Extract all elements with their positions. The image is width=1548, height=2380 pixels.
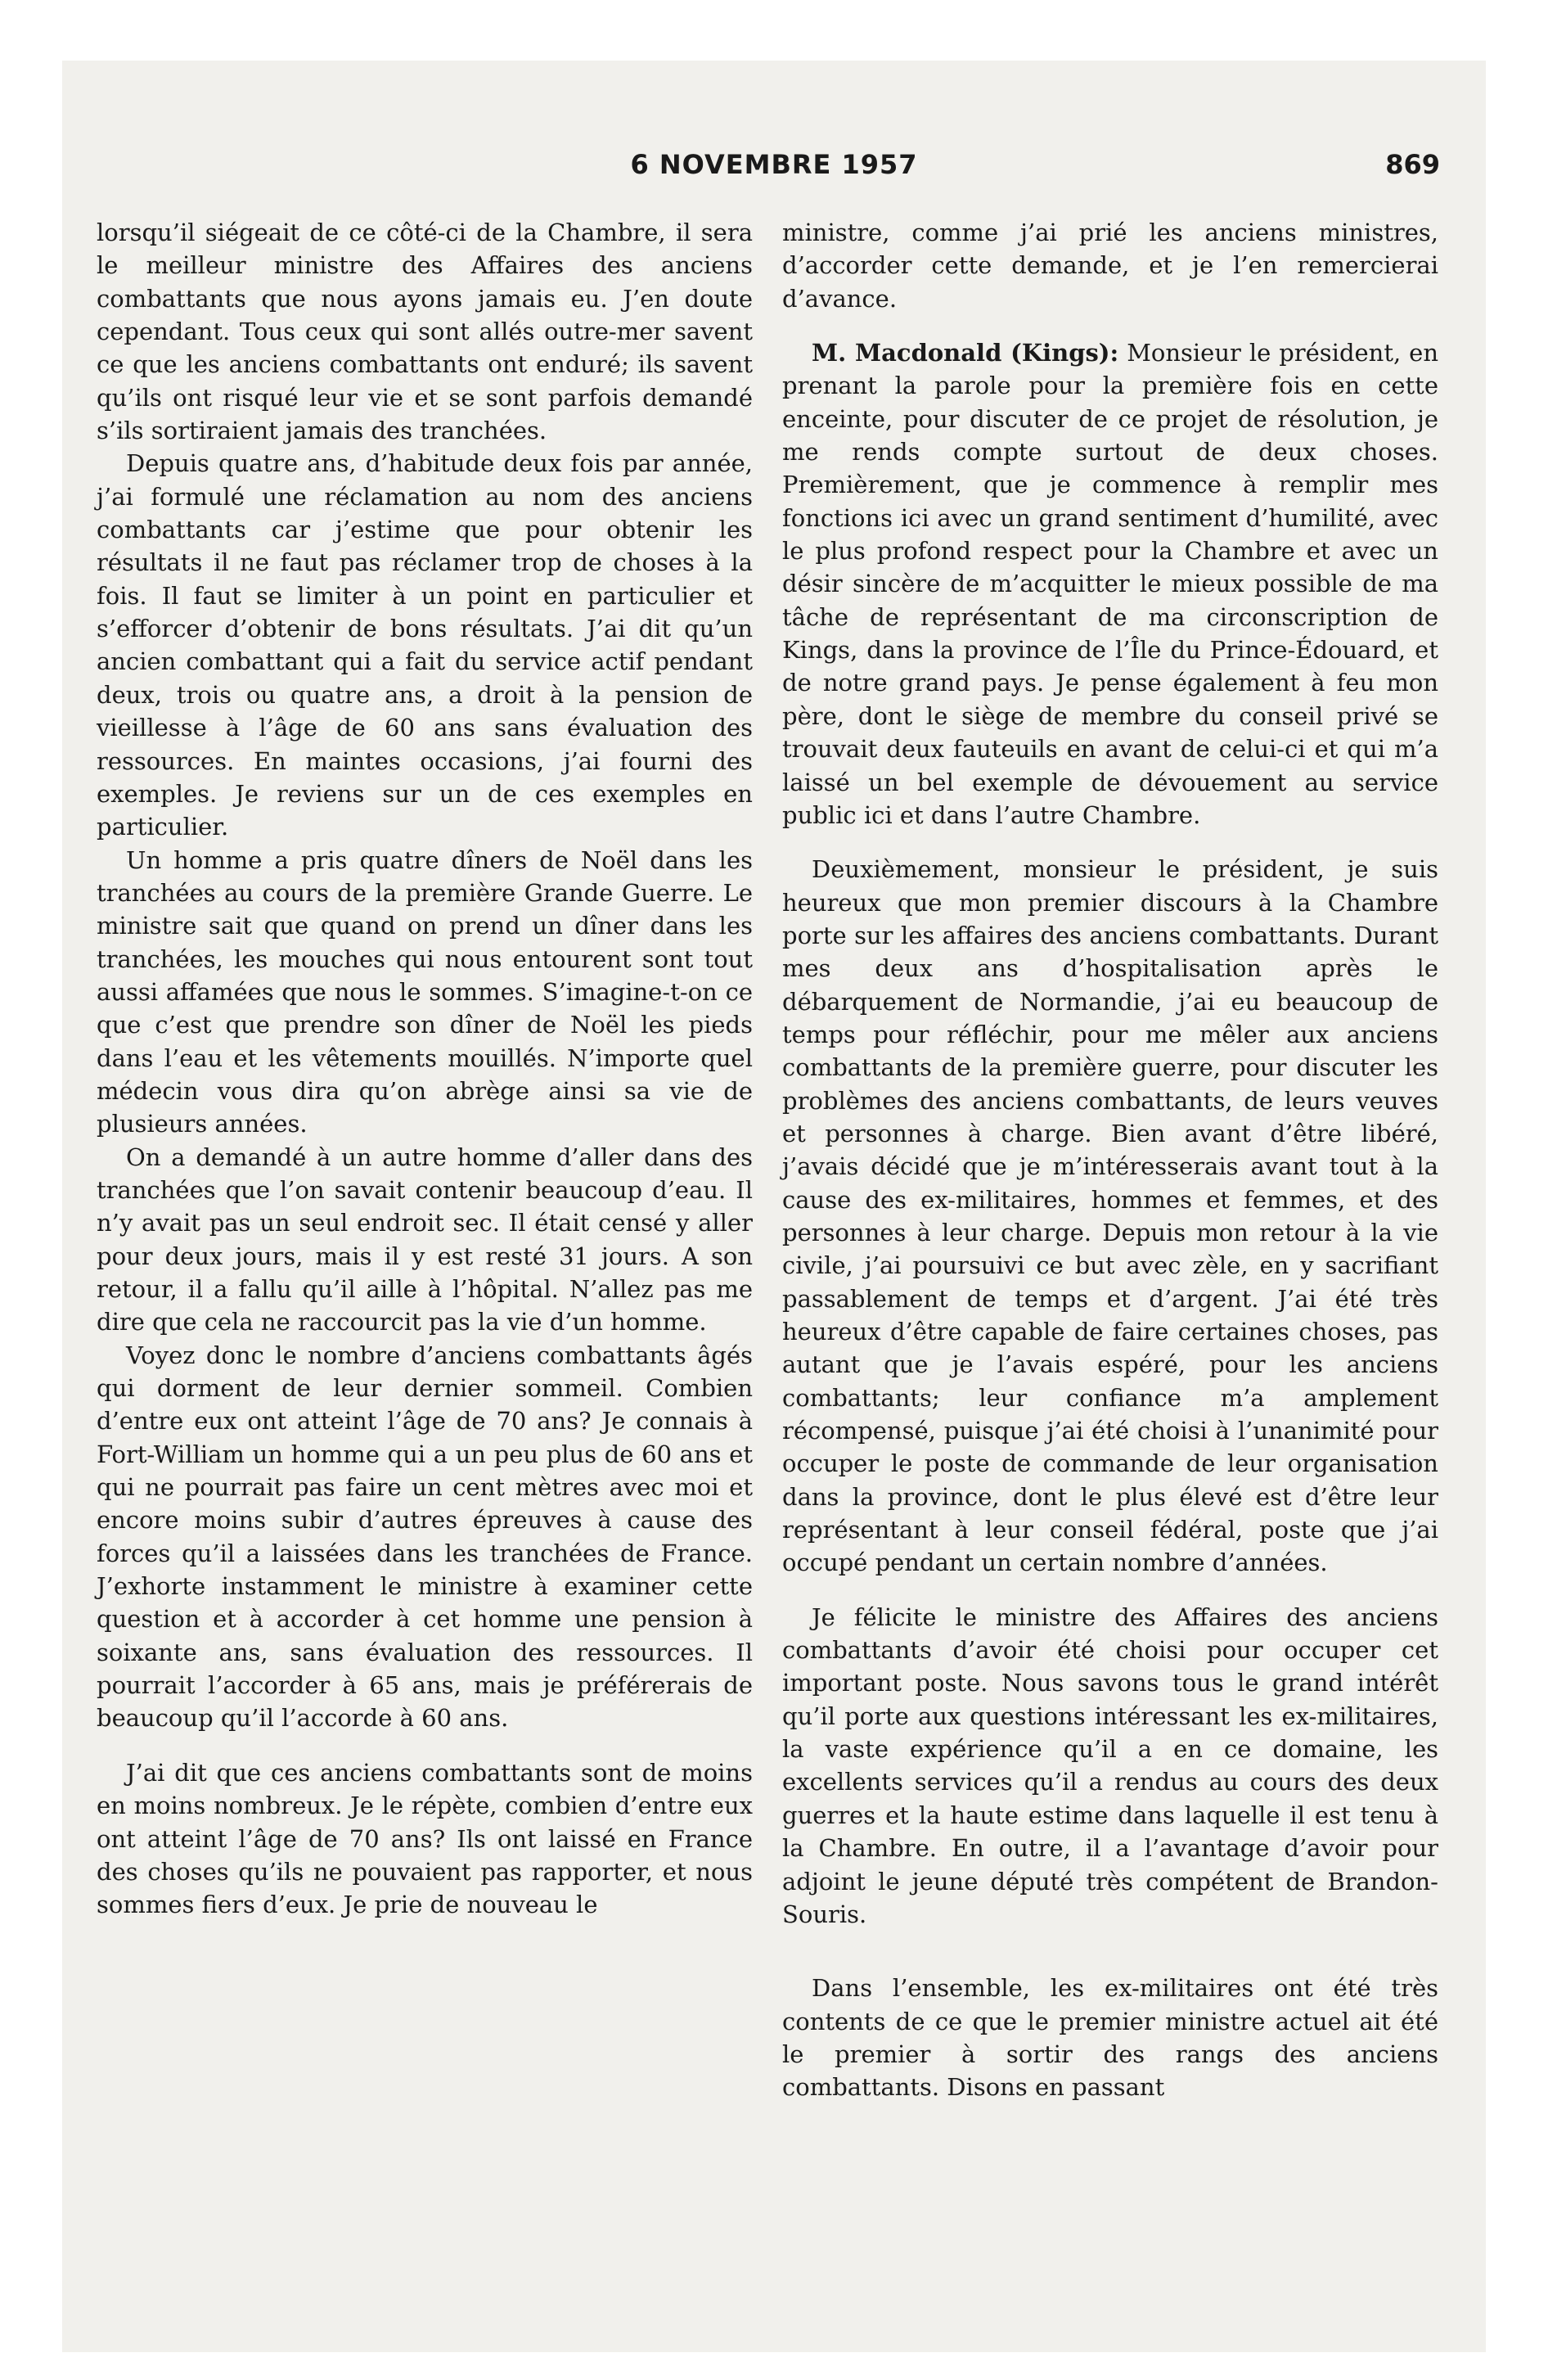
left-paragraph-2: Depuis quatre ans, d’habitude deux fois par année, j’ai formulé une réclamation au nom des anciens combattants car j’estime que pour obtenir les résultats il ne faut pas réclamer trop de choses à la fois. Il faut se limiter à un point en particulier et s’efforcer d’obtenir de bons résultats. J’ai dit qu’un ancien combattant qui a fait du service actif pendant deux, trois ou quatre ans, a droit à la pension de vieillesse à l’âge de 60 ans sans évaluation des ressources. En maintes occasions, j’ai fourni des exemples. Je reviens sur un de ces exemples en particulier. xyxy=(97,449,753,841)
right-paragraph-2 xyxy=(782,336,1438,832)
right-paragraph-4: Je félicite le ministre des Affaires des anciens combattants d’avoir été choisi pour occuper cet important poste. Nous savons tous le grand intérêt qu’il porte aux questions intéressant les ex-militaires, la vaste expérience qu’il a en ce domaine, les excellents services qu’il a rendus au cours des deux guerres et la haute estime dans laquelle il est tenu à la Chambre. En outre, il a l’avantage d’avoir pour adjoint le jeune député très compétent de Brandon-Souris. xyxy=(782,1602,1438,1928)
left-column xyxy=(97,216,753,1922)
right-paragraph-3: Deuxièmement, monsieur le président, je suis heureux que mon premier discours à la Chambre porte sur les affaires des anciens combattants. Durant mes deux ans d’hospitalisation après le débarquement de Normandie, j’ai eu beaucoup de temps pour réfléchir, pour me mêler aux anciens combattants de la première guerre, pour discuter les problèmes des anciens combattants, de leurs veuves et personnes à charge. Bien avant d’être libéré, j’avais décidé que je m’intéresserais avant tout à la cause des ex-militaires, hommes et femmes, et des personnes à leur charge. Depuis mon retour à la vie civile, j’ai poursuivi ce but avec zèle, en y sacrifiant passablement de temps et d’argent. J’ai été très heureux d’être capable de faire certaines choses, pas autant que je l’avais espéré, pour les anciens combattants; leur confiance m’a amplement récompensé, puisque j’ai été choisi à l’unanimité pour occuper le poste de commande de leur organisation dans la province, dont le plus élevé est d’être leur représentant à leur conseil fédéral, poste que j’ai occupé pendant un certain nombre d’années. xyxy=(782,855,1438,1577)
running-header xyxy=(62,149,1486,190)
left-paragraph-3: Un homme a pris quatre dîners de Noël dans les tranchées au cours de la première Grande Guerre. Le ministre sait que quand on prend un dîner dans les tranchées, les mouches qui nous entourent sont tout aussi affamées que nous le sommes. S’imagine-t-on ce que c’est que prendre son dîner de Noël les pieds dans l’eau et les vêtements mouillés. N’importe quel médecin vous dira qu’on abrège ainsi sa vie de plusieurs années. xyxy=(97,845,753,1138)
scanned-page xyxy=(62,61,1486,2352)
right-paragraph-5: Dans l’ensemble, les ex-militaires ont été très contents de ce que le premier ministre actuel ait été le premier à sortir des rangs des anciens combattants. Disons en passant xyxy=(782,1974,1438,2102)
header-date: 6 NOVEMBRE 1957 xyxy=(630,149,918,180)
right-paragraph-1: ministre, comme j’ai prié les anciens ministres, d’accorder cette demande, et je l’en remercierai d’avance. xyxy=(782,219,1438,313)
left-paragraph-6: J’ai dit que ces anciens combattants sont de moins en moins nombreux. Je le répète, combien d’entre eux ont atteint l’âge de 70 ans? Ils ont laissé en France des choses qu’ils ne pouvaient pas rapporter, et nous sommes fiers d’eux. Je prie de nouveau le xyxy=(97,1758,753,1919)
left-paragraph-5: Voyez donc le nombre d’anciens combattants âgés qui dorment de leur dernier sommeil. Combien d’entre eux ont atteint l’âge de 70 ans? Je connais à Fort-William un homme qui a un peu plus de 60 ans et qui ne pourrait pas faire un cent mètres avec moi et encore moins subir d’autres épreuves à cause des forces qu’il a laissées dans les tranchées de France. J’exhorte instamment le ministre à examiner cette question et à accorder à cet homme une pension à soixante ans, sans évaluation des ressources. Il pourrait l’accorder à 65 ans, mais je préférerais de beaucoup qu’il l’accorde à 60 ans. xyxy=(97,1341,753,1733)
left-paragraph-4: On a demandé à un autre homme d’aller dans des tranchées que l’on savait contenir beaucoup d’eau. Il n’y avait pas un seul endroit sec. Il était censé y aller pour deux jours, mais il y est resté 31 jours. A son retour, il a fallu qu’il aille à l’hôpital. N’allez pas me dire que cela ne raccourcit pas la vie d’un homme. xyxy=(97,1143,753,1336)
right-column xyxy=(782,216,1438,2104)
left-paragraph-1: lorsqu’il siégeait de ce côté-ci de la Chambre, il sera le meilleur ministre des Affaires des anciens combattants que nous ayons jamais eu. J’en doute cependant. Tous ceux qui sont allés outre-mer savent ce que les anciens combattants ont enduré; ils savent qu’ils ont risqué leur vie et se sont parfois demandé s’ils sortiraient jamais des tranchées. xyxy=(97,219,753,445)
speaker-text: Monsieur le président, en prenant la parole pour la première fois en cette enceinte, pour discuter de ce projet de résolution, je me rends compte surtout de deux choses. Premièrement, que je commence à remplir mes fonctions ici avec un grand sentiment d’humilité, avec le plus profond respect pour la Chambre et avec un désir sincère de m’acquitter le mieux possible de ma tâche de représentant de ma circonscription de Kings, dans la province de l’Île du Prince-Édouard, et de notre grand pays. Je pense également à feu mon père, dont le siège de membre du conseil privé se trouvait deux fauteuils en avant de celui-ci et qui m’a laissé un bel exemple de dévouement au service public ici et dans l’autre Chambre. xyxy=(782,339,1438,829)
page-number: 869 xyxy=(1385,149,1440,180)
speaker-name: M. Macdonald (Kings): xyxy=(812,339,1119,367)
